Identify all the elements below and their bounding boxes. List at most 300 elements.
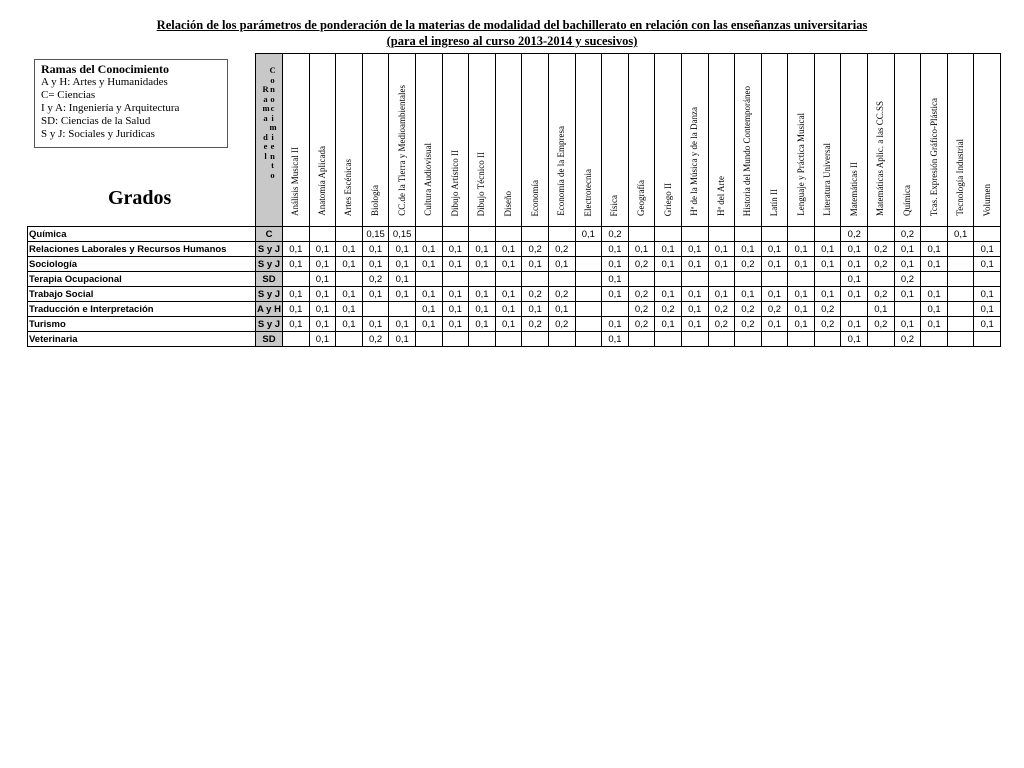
weight-cell: 0,2: [628, 257, 655, 272]
weight-cell: 0,1: [469, 317, 496, 332]
weight-cell: [681, 227, 708, 242]
subject-header-cell: [362, 54, 389, 227]
weight-cell: 0,2: [522, 242, 549, 257]
weight-cell: 0,1: [681, 287, 708, 302]
weight-cell: [575, 242, 602, 257]
weight-cell: 0,1: [389, 317, 416, 332]
subject-header-label: Biología: [370, 185, 381, 216]
subject-header-cell: [708, 54, 735, 227]
weight-cell: 0,1: [283, 317, 310, 332]
rama-header-letter: C: [269, 65, 276, 75]
weight-cell: 0,1: [788, 302, 815, 317]
weight-cell: [841, 302, 868, 317]
weight-cell: 0,1: [336, 287, 363, 302]
weight-cell: 0,1: [814, 242, 841, 257]
weight-cell: 0,1: [469, 242, 496, 257]
subject-header-cell: [761, 54, 788, 227]
subject-header-cell: [921, 54, 948, 227]
weight-cell: [947, 317, 974, 332]
weight-cell: 0,1: [708, 242, 735, 257]
weight-cell: [442, 332, 469, 347]
weight-cell: 0,1: [735, 242, 762, 257]
weight-cell: 0,1: [628, 242, 655, 257]
weight-cell: [522, 272, 549, 287]
subject-header-cell: [469, 54, 496, 227]
weight-cell: 0,1: [602, 257, 629, 272]
weight-cell: 0,1: [442, 317, 469, 332]
weight-cell: 0,1: [947, 227, 974, 242]
weight-cell: [469, 332, 496, 347]
weight-cell: 0,1: [389, 272, 416, 287]
degree-name: Trabajo Social: [28, 287, 256, 302]
weight-cell: 0,2: [868, 257, 895, 272]
weight-cell: 0,1: [522, 302, 549, 317]
weight-cell: 0,1: [708, 257, 735, 272]
weight-cell: 0,1: [309, 272, 336, 287]
weight-cell: [575, 257, 602, 272]
weight-cell: 0,1: [415, 287, 442, 302]
subject-header-label: Griego II: [662, 182, 673, 216]
degree-name: Relaciones Laborales y Recursos Humanos: [28, 242, 256, 257]
weight-cell: 0,2: [814, 317, 841, 332]
weight-cell: 0,1: [495, 257, 522, 272]
weight-cell: 0,1: [389, 332, 416, 347]
weight-cell: 0,2: [708, 302, 735, 317]
weight-cell: 0,1: [283, 242, 310, 257]
rama-header-letter: i: [271, 112, 274, 123]
weight-cell: [868, 332, 895, 347]
subject-header-label: Historia del Mundo Contemporáneo: [742, 85, 753, 216]
weight-cell: [548, 227, 575, 242]
weight-cell: 0,2: [868, 242, 895, 257]
weight-cell: [735, 227, 762, 242]
weight-cell: 0,1: [788, 287, 815, 302]
degree-name: Veterinaria: [28, 332, 256, 347]
subject-header-cell: [681, 54, 708, 227]
weight-cell: 0,2: [628, 287, 655, 302]
rama-header-letter: c: [270, 103, 275, 113]
weight-cell: 0,1: [442, 257, 469, 272]
weight-cell: 0,1: [655, 287, 682, 302]
weight-cell: [947, 287, 974, 302]
weight-cell: 0,1: [336, 242, 363, 257]
weight-cell: [974, 227, 1001, 242]
subject-header-label: Hª de la Música y de la Danza: [689, 107, 700, 216]
weight-cell: 0,1: [868, 302, 895, 317]
degree-name: Traducción e Interpretación: [28, 302, 256, 317]
legend-title: Ramas del Conocimiento: [41, 62, 169, 76]
weight-cell: [442, 272, 469, 287]
weight-cell: [602, 302, 629, 317]
weight-cell: [947, 257, 974, 272]
weight-cell: [974, 272, 1001, 287]
weight-cell: 0,1: [283, 257, 310, 272]
rama-header-letter: m: [269, 122, 277, 132]
weight-cell: 0,2: [894, 227, 921, 242]
subject-header-label: Volumen: [981, 183, 992, 216]
legend-item: S y J: Sociales y Jurídicas: [41, 128, 155, 140]
weight-cell: 0,1: [814, 257, 841, 272]
weight-cell: [283, 272, 310, 287]
table-row: [28, 257, 1001, 272]
subject-header-label: Artes Escénicas: [343, 158, 354, 216]
legend-item: I y A: Ingeniería y Arquitectura: [41, 102, 180, 114]
weight-cell: [947, 332, 974, 347]
weight-cell: [283, 332, 310, 347]
weight-cell: 0,1: [309, 287, 336, 302]
weight-cell: [628, 227, 655, 242]
subject-header-cell: [389, 54, 416, 227]
weight-cell: [761, 227, 788, 242]
subject-header-label: Latín II: [768, 188, 779, 216]
weight-cell: 0,1: [841, 257, 868, 272]
weight-cell: 0,1: [761, 287, 788, 302]
subject-header-label: Dibujo Artístico II: [449, 149, 460, 216]
rama-cell: A y H: [257, 303, 281, 315]
rama-header-cell: [256, 54, 283, 227]
subject-header-label: Economía: [529, 179, 540, 216]
weight-cell: [495, 272, 522, 287]
weight-cell: 0,2: [362, 332, 389, 347]
weight-cell: 0,1: [921, 302, 948, 317]
weight-cell: [894, 302, 921, 317]
weight-cell: 0,2: [548, 317, 575, 332]
legend-item: C= Ciencias: [41, 89, 96, 101]
weight-cell: 0,1: [841, 287, 868, 302]
weight-cell: [495, 332, 522, 347]
weight-cell: [575, 317, 602, 332]
weight-cell: 0,1: [602, 287, 629, 302]
subject-header-label: Tcas. Expresión Gráfico-Plástica: [928, 97, 939, 216]
weight-cell: [389, 302, 416, 317]
subject-header-cell: [495, 54, 522, 227]
weight-cell: 0,1: [974, 287, 1001, 302]
weight-cell: 0,2: [841, 227, 868, 242]
weight-cell: [575, 272, 602, 287]
weight-cell: 0,1: [389, 287, 416, 302]
weight-cell: 0,1: [681, 242, 708, 257]
weight-cell: 0,2: [708, 317, 735, 332]
weight-cell: 0,1: [602, 317, 629, 332]
subject-header-label: Economía de la Empresa: [556, 126, 567, 216]
weight-cell: 0,1: [708, 287, 735, 302]
legend-box: [34, 59, 228, 148]
subject-header-cell: [655, 54, 682, 227]
subject-header-cell: [788, 54, 815, 227]
weight-cell: 0,2: [735, 257, 762, 272]
subject-header-label: Cultura Audiovisual: [423, 143, 434, 216]
rama-header-letter: d: [263, 131, 268, 142]
subject-header-label: Matemáticas Aplic. a las CC.SS: [875, 101, 886, 216]
weight-cell: [761, 332, 788, 347]
weight-cell: 0,15: [362, 227, 389, 242]
weight-cell: 0,1: [442, 242, 469, 257]
weight-cell: 0,1: [415, 257, 442, 272]
weight-cell: 0,1: [681, 317, 708, 332]
weight-cell: [814, 227, 841, 242]
weight-cell: [814, 332, 841, 347]
weight-cell: [575, 332, 602, 347]
weight-cell: 0,1: [841, 272, 868, 287]
weight-cell: 0,1: [309, 317, 336, 332]
weight-cell: 0,2: [522, 287, 549, 302]
table-row: [28, 302, 1001, 317]
weight-cell: [868, 272, 895, 287]
weight-cell: 0,1: [336, 257, 363, 272]
weight-cell: [974, 332, 1001, 347]
table-row: [28, 332, 1001, 347]
weight-cell: 0,1: [522, 257, 549, 272]
subject-header-cell: [841, 54, 868, 227]
weight-cell: 0,1: [761, 242, 788, 257]
rama-header-letter: e: [270, 141, 275, 151]
weight-cell: 0,1: [415, 242, 442, 257]
weight-cell: [708, 332, 735, 347]
weight-cell: [947, 242, 974, 257]
rama-header-letter: i: [271, 131, 274, 142]
rama-header-letter: R: [262, 84, 269, 94]
grados-label: Grados: [108, 187, 172, 209]
weight-cell: 0,1: [389, 242, 416, 257]
weight-cell: 0,2: [894, 332, 921, 347]
weight-cell: [415, 332, 442, 347]
weight-cell: 0,2: [548, 287, 575, 302]
subject-header-label: Lenguaje y Práctica Musical: [795, 113, 806, 216]
weight-cell: [921, 332, 948, 347]
weight-cell: 0,1: [761, 317, 788, 332]
weight-cell: 0,1: [495, 287, 522, 302]
table-row: [28, 287, 1001, 302]
weight-cell: 0,2: [868, 317, 895, 332]
rama-cell: SD: [256, 272, 283, 287]
weight-cell: 0,1: [442, 302, 469, 317]
legend-item: A y H: Artes y Humanidades: [41, 76, 168, 88]
weight-cell: [283, 227, 310, 242]
weight-cell: 0,1: [415, 317, 442, 332]
weight-cell: 0,1: [921, 257, 948, 272]
weight-cell: 0,1: [894, 287, 921, 302]
weight-cell: [655, 272, 682, 287]
weight-cell: 0,1: [841, 317, 868, 332]
weight-cell: 0,2: [522, 317, 549, 332]
weight-cell: [628, 272, 655, 287]
weight-cell: 0,1: [548, 302, 575, 317]
subject-header-label: Matemáticas II: [848, 161, 859, 216]
weight-cell: [309, 227, 336, 242]
subject-header-cell: [894, 54, 921, 227]
rama-header-letter: o: [270, 93, 275, 104]
weight-cell: [442, 227, 469, 242]
weight-cell: 0,1: [336, 302, 363, 317]
weight-cell: [548, 272, 575, 287]
weight-cell: 0,1: [921, 287, 948, 302]
weight-cell: 0,1: [495, 242, 522, 257]
weight-cell: [681, 272, 708, 287]
subject-header-cell: [415, 54, 442, 227]
subject-header-label: Dibujo Técnico II: [476, 151, 487, 216]
weight-cell: 0,2: [628, 317, 655, 332]
subject-header-label: Anatomía Aplicada: [316, 146, 327, 216]
weight-cell: 0,1: [495, 302, 522, 317]
rama-header-letter: a: [263, 93, 268, 104]
table-row: [28, 242, 1001, 257]
weight-cell: [735, 272, 762, 287]
weight-cell: [681, 332, 708, 347]
weight-cell: 0,1: [442, 287, 469, 302]
table-row: [28, 227, 1001, 242]
subject-header-label: Electrotecnia: [582, 168, 593, 216]
weight-cell: 0,2: [548, 242, 575, 257]
title-line-1: Relación de los parámetros de ponderación de la materias de modalidad del bachillerato en relación con las enseñanzas universitarias: [156, 18, 868, 32]
weight-cell: [761, 272, 788, 287]
weight-cell: [921, 227, 948, 242]
weight-cell: 0,1: [336, 317, 363, 332]
weight-cell: [522, 227, 549, 242]
subject-header-cell: [575, 54, 602, 227]
weight-cell: 0,1: [415, 302, 442, 317]
weight-cell: 0,1: [309, 332, 336, 347]
weight-cell: [522, 332, 549, 347]
subject-header-cell: [814, 54, 841, 227]
rama-header-letter: e: [263, 141, 268, 151]
weight-cell: 0,1: [469, 257, 496, 272]
table-row: [28, 272, 1001, 287]
rama-cell: S y J: [256, 257, 283, 272]
rama-cell: SD: [256, 332, 283, 347]
weight-cell: 0,1: [788, 317, 815, 332]
document-title: [0, 17, 1024, 49]
table-row: [28, 317, 1001, 332]
subject-header-cell: [735, 54, 762, 227]
weight-cell: [336, 227, 363, 242]
weight-cell: [575, 287, 602, 302]
subject-header-cell: [442, 54, 469, 227]
weight-cell: [469, 227, 496, 242]
rama-cell: S y J: [256, 242, 283, 257]
weight-cell: 0,1: [309, 242, 336, 257]
weight-cell: 0,2: [761, 302, 788, 317]
weight-cell: 0,1: [655, 257, 682, 272]
weight-cell: [362, 302, 389, 317]
weight-cell: 0,2: [735, 317, 762, 332]
weight-cell: 0,1: [362, 317, 389, 332]
subject-header-cell: [283, 54, 310, 227]
subject-header-label: Hª del Arte: [715, 176, 726, 216]
rama-cell: S y J: [256, 317, 283, 332]
subject-header-label: Tecnología Industrial: [955, 139, 966, 216]
weight-cell: 0,1: [681, 257, 708, 272]
weight-cell: 0,1: [548, 257, 575, 272]
weight-cell: 0,1: [655, 317, 682, 332]
weight-cell: [336, 272, 363, 287]
weight-cell: 0,1: [841, 242, 868, 257]
weight-cell: 0,1: [283, 302, 310, 317]
weight-cell: 0,1: [921, 317, 948, 332]
weight-cell: [868, 227, 895, 242]
weight-cell: [788, 332, 815, 347]
weight-cell: [947, 302, 974, 317]
rama-header-letter: l: [264, 150, 267, 161]
weight-cell: 0,1: [974, 302, 1001, 317]
rama-header-letter: o: [270, 169, 275, 180]
degree-name: Terapia Ocupacional: [28, 272, 256, 287]
weight-cell: 0,1: [362, 257, 389, 272]
weight-cell: 0,2: [735, 302, 762, 317]
subject-header-cell: [602, 54, 629, 227]
subject-header-cell: [336, 54, 363, 227]
degree-name: Turismo: [28, 317, 256, 332]
subject-header-cell: [868, 54, 895, 227]
weight-cell: 0,1: [788, 257, 815, 272]
weight-cell: [495, 227, 522, 242]
weight-cell: [548, 332, 575, 347]
weight-cell: 0,1: [283, 287, 310, 302]
weight-cell: 0,1: [602, 272, 629, 287]
weight-cell: 0,1: [389, 257, 416, 272]
weight-cell: [575, 302, 602, 317]
rama-cell: C: [256, 227, 283, 242]
degree-name: Química: [28, 227, 256, 242]
weight-cell: [415, 227, 442, 242]
weight-cell: [735, 332, 762, 347]
title-line-2: (para el ingreso al curso 2013-2014 y sucesivos): [386, 34, 638, 48]
weight-cell: 0,2: [868, 287, 895, 302]
subject-header-label: Geografía: [636, 180, 647, 216]
weight-cell: 0,1: [362, 242, 389, 257]
weight-cell: 0,1: [469, 287, 496, 302]
subject-header-cell: [628, 54, 655, 227]
rama-header-letter: o: [270, 74, 275, 85]
weight-cell: 0,2: [894, 272, 921, 287]
subject-header-label: Física: [609, 194, 620, 216]
weight-cell: [628, 332, 655, 347]
weight-cell: [921, 272, 948, 287]
weight-cell: 0,1: [309, 257, 336, 272]
subject-header-cell: [548, 54, 575, 227]
weight-cell: 0,2: [814, 302, 841, 317]
subject-header-cell: [947, 54, 974, 227]
weight-cell: [814, 272, 841, 287]
weight-cell: [788, 272, 815, 287]
weight-cell: 0,1: [974, 317, 1001, 332]
rama-header-letter: n: [270, 150, 275, 161]
weight-cell: [947, 272, 974, 287]
rama-cell: S y J: [256, 287, 283, 302]
weight-cell: [415, 272, 442, 287]
weight-cell: 0,1: [894, 257, 921, 272]
subject-header-cell: [522, 54, 549, 227]
weight-cell: 0,1: [602, 242, 629, 257]
subject-header-label: CC.de la Tierra y Medioambientales: [396, 85, 407, 216]
weight-cell: [655, 227, 682, 242]
weight-cell: 0,2: [655, 302, 682, 317]
weight-cell: 0,1: [974, 257, 1001, 272]
weight-cell: 0,1: [921, 242, 948, 257]
weight-cell: 0,1: [469, 302, 496, 317]
weight-cell: [708, 272, 735, 287]
weight-cell: 0,1: [575, 227, 602, 242]
weight-cell: 0,1: [894, 242, 921, 257]
weight-cell: [336, 332, 363, 347]
weight-cell: 0,1: [602, 332, 629, 347]
rama-header-letter: m: [262, 103, 270, 113]
weight-cell: [655, 332, 682, 347]
subject-header-label: Diseño: [503, 190, 514, 216]
weight-cell: 0,2: [628, 302, 655, 317]
weight-cell: 0,1: [894, 317, 921, 332]
subject-header-label: Análisis Musical II: [290, 147, 301, 216]
rama-header-letter: n: [270, 84, 275, 94]
